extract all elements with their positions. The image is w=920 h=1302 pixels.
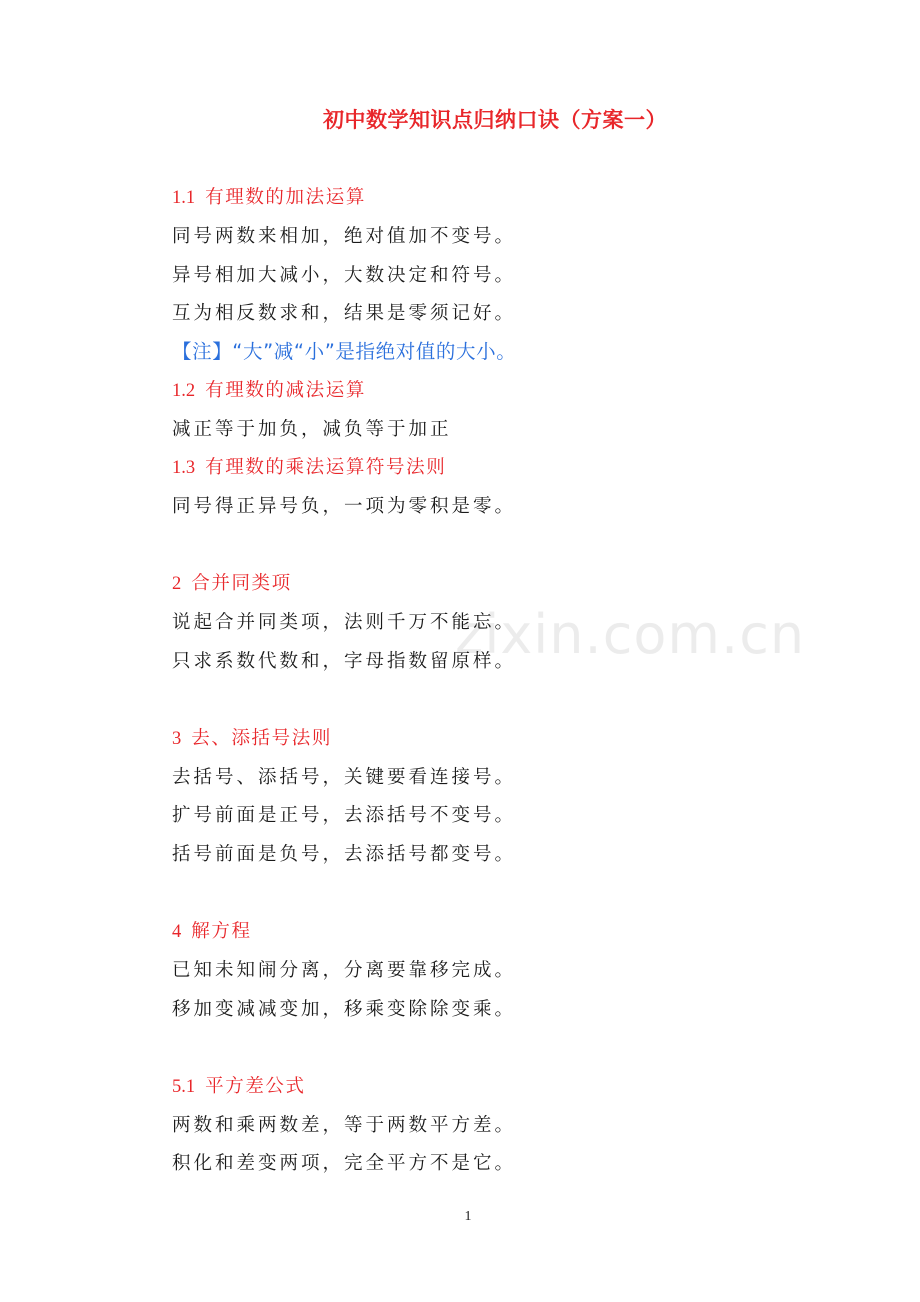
section-heading-1-3 <box>172 456 446 480</box>
note-line: 【注】“大”减“小”是指绝对值的大小。 <box>172 340 517 363</box>
rhyme-line: 说起合并同类项，法则千万不能忘。 <box>172 612 517 633</box>
rhyme-line: 两数和乘两数差，等于两数平方差。 <box>172 1115 517 1136</box>
section-heading-5-1 <box>172 1075 306 1099</box>
section-number: 2 <box>172 574 182 594</box>
section-heading-2 <box>172 572 292 596</box>
rhyme-line: 只求系数代数和，字母指数留原样。 <box>172 651 517 672</box>
rhyme-line: 括号前面是负号，去添括号都变号。 <box>172 844 517 865</box>
section-title: 解方程 <box>191 921 252 942</box>
section-title: 有理数的乘法运算符号法则 <box>205 457 447 478</box>
rhyme-line: 异号相加大减小，大数决定和符号。 <box>172 265 517 286</box>
section-title: 去、添括号法则 <box>191 728 332 749</box>
section-heading-3 <box>172 727 332 751</box>
rhyme-line: 已知未知闹分离，分离要靠移完成。 <box>172 960 517 981</box>
section-heading-1-1 <box>172 186 366 210</box>
rhyme-line: 减正等于加负，减负等于加正 <box>172 419 452 440</box>
document-title: 初中数学知识点归纳口诀（方案一） <box>323 108 667 132</box>
rhyme-line: 去括号、添括号，关键要看连接号。 <box>172 767 517 788</box>
rhyme-line: 同号得正异号负，一项为零积是零。 <box>172 496 517 517</box>
section-title: 有理数的加法运算 <box>205 187 366 208</box>
rhyme-line: 同号两数来相加，绝对值加不变号。 <box>172 226 517 247</box>
section-number: 1.3 <box>172 458 196 478</box>
rhyme-line: 互为相反数求和，结果是零须记好。 <box>172 303 517 324</box>
section-title: 有理数的减法运算 <box>205 380 366 401</box>
section-title: 合并同类项 <box>191 573 292 594</box>
section-heading-4 <box>172 920 252 944</box>
section-title: 平方差公式 <box>205 1076 306 1097</box>
rhyme-line: 扩号前面是正号，去添括号不变号。 <box>172 805 517 826</box>
rhyme-line: 积化和差变两项，完全平方不是它。 <box>172 1153 517 1174</box>
watermark: zixin.com.cn <box>455 603 806 666</box>
section-number: 1.1 <box>172 188 196 208</box>
section-number: 3 <box>172 729 182 749</box>
page-number: 1 <box>464 1209 472 1224</box>
section-number: 5.1 <box>172 1077 196 1097</box>
section-number: 1.2 <box>172 381 196 401</box>
rhyme-line: 移加变减减变加，移乘变除除变乘。 <box>172 999 517 1020</box>
section-number: 4 <box>172 922 182 942</box>
section-heading-1-2 <box>172 379 366 403</box>
